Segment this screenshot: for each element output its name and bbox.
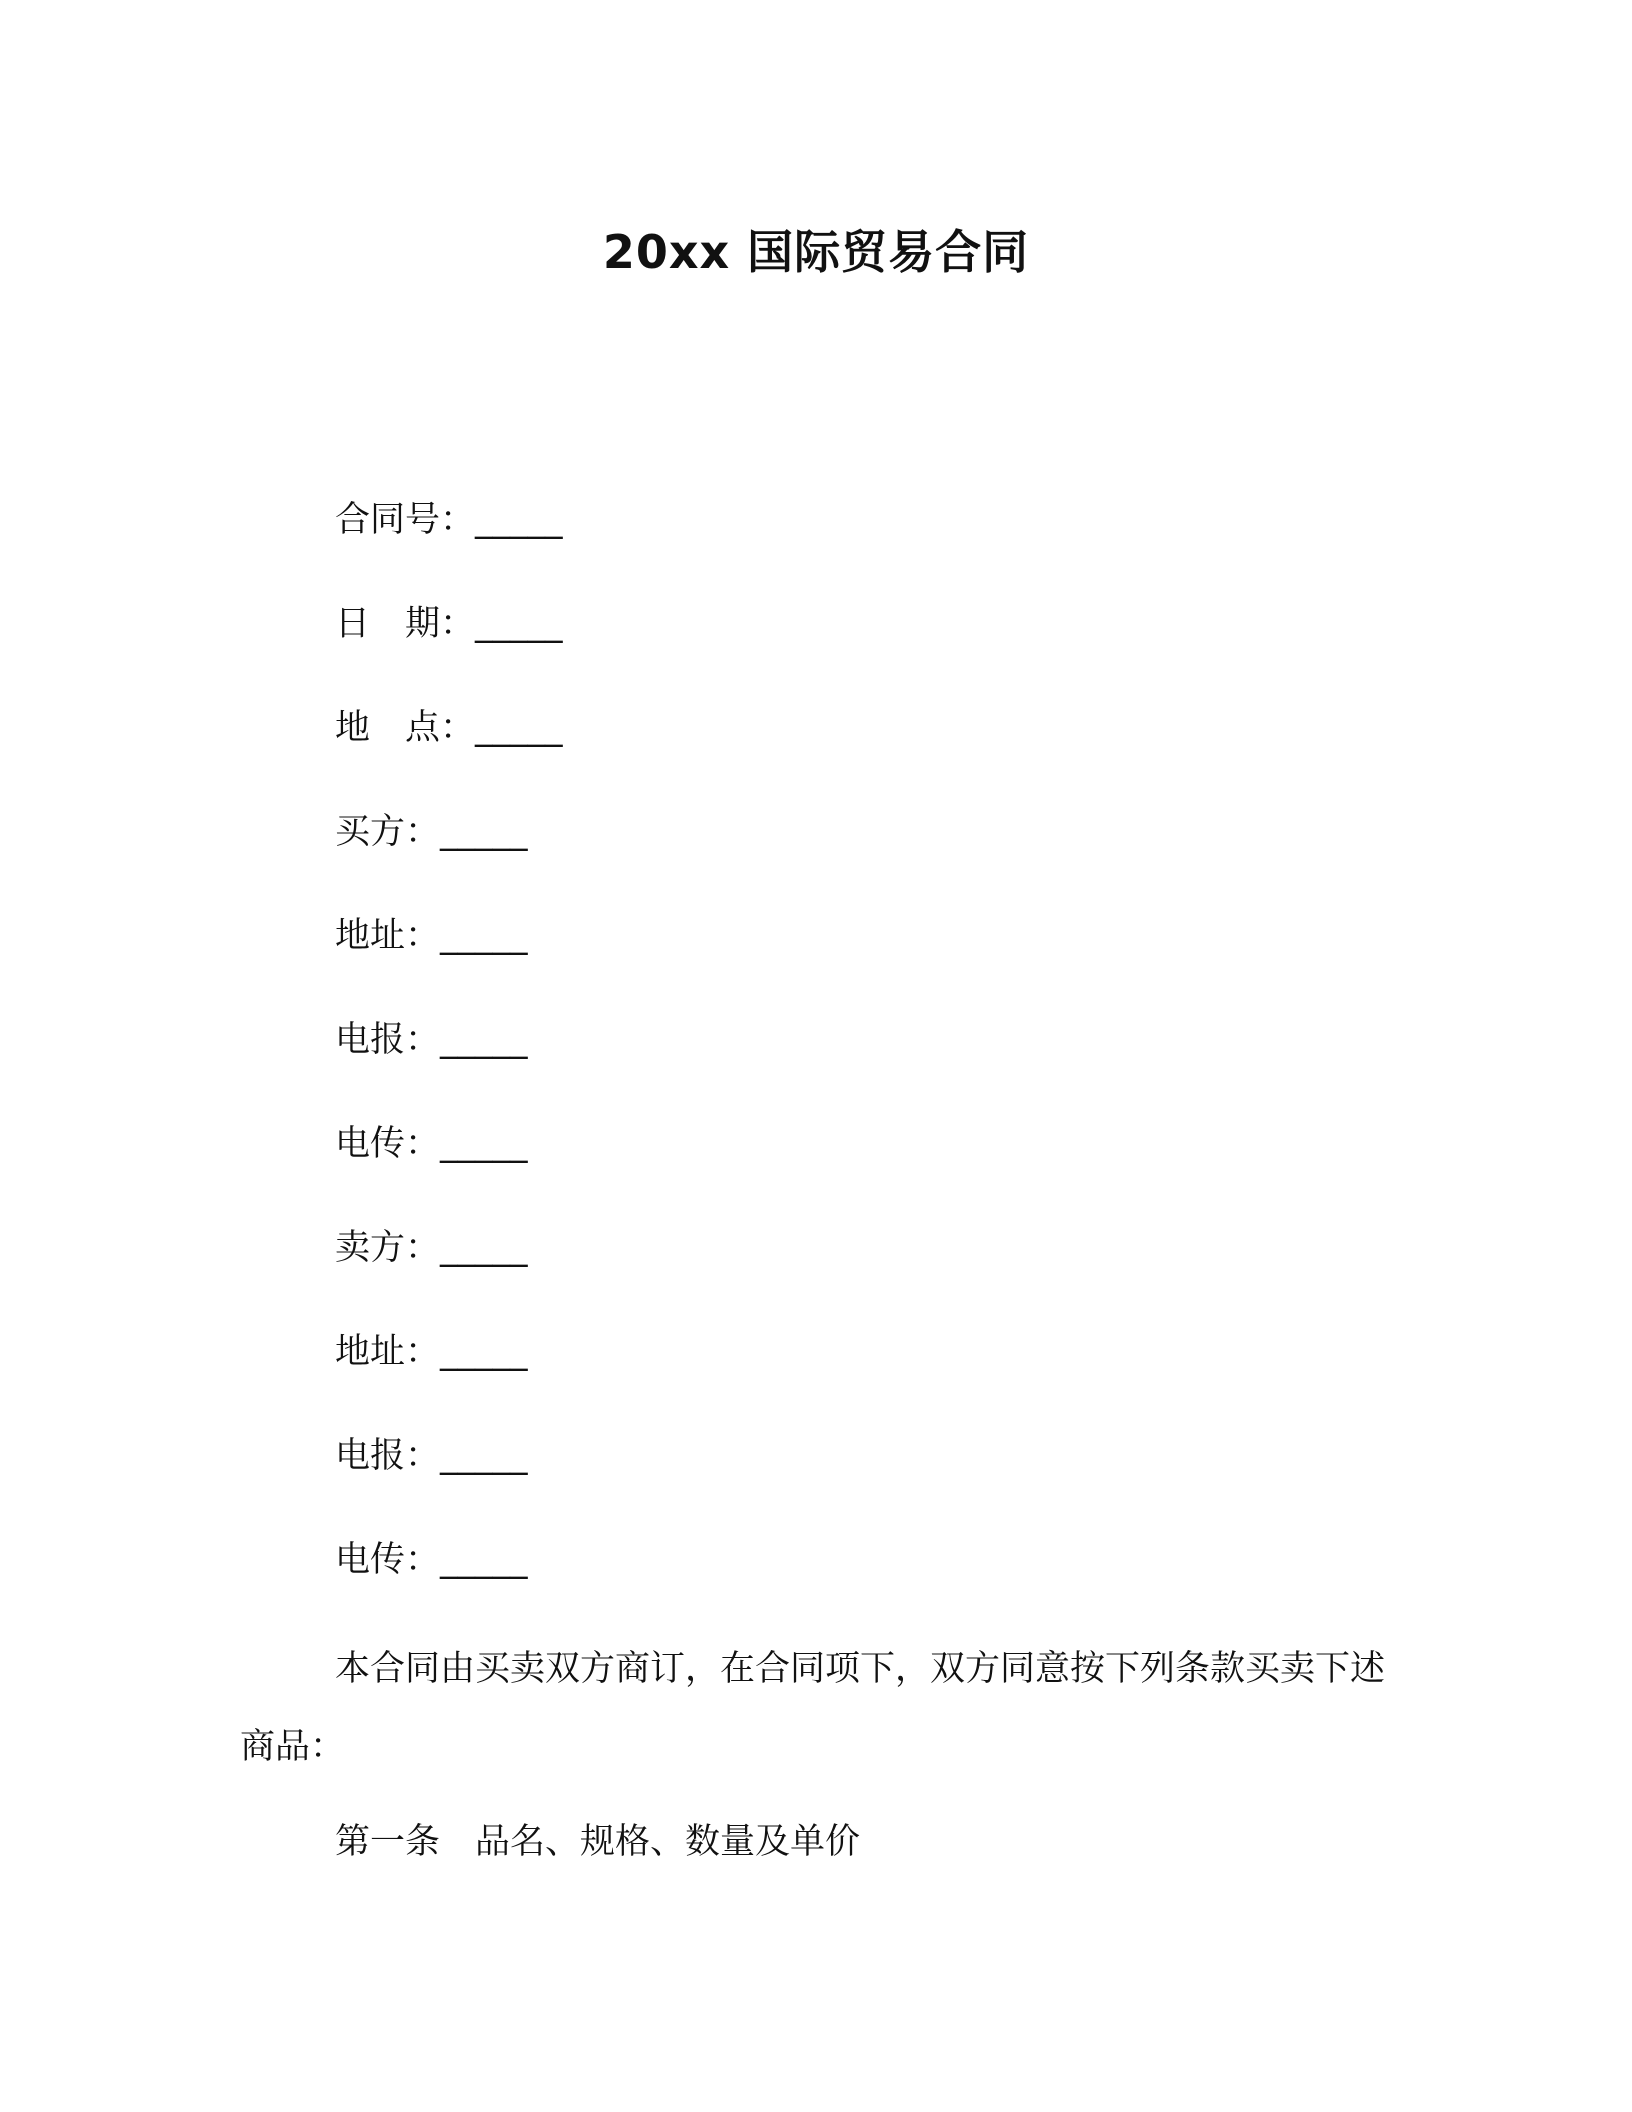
article-1-heading: 第一条 品名、规格、数量及单价 [335, 1822, 861, 1862]
field-seller-telex: 电传：_____ [335, 1540, 528, 1580]
field-seller: 卖方：_____ [335, 1228, 528, 1268]
intro-paragraph: 本合同由买卖双方商订，在合同项下，双方同意按下列条款买卖下述商品： [240, 1649, 1386, 1767]
field-date: 日 期：_____ [335, 604, 563, 644]
field-buyer-telegram: 电报：_____ [335, 1020, 528, 1060]
field-contract-number: 合同号：_____ [335, 500, 563, 540]
document-title: 20xx 国际贸易合同 [602, 225, 1030, 279]
field-seller-address: 地址：_____ [335, 1332, 528, 1372]
field-location: 地 点：_____ [335, 708, 563, 748]
field-buyer-address: 地址：_____ [335, 916, 528, 956]
field-buyer: 买方：_____ [335, 812, 528, 852]
field-buyer-telex: 电传：_____ [335, 1124, 528, 1164]
contract-fields [335, 490, 1335, 1634]
field-seller-telegram: 电报：_____ [335, 1436, 528, 1476]
